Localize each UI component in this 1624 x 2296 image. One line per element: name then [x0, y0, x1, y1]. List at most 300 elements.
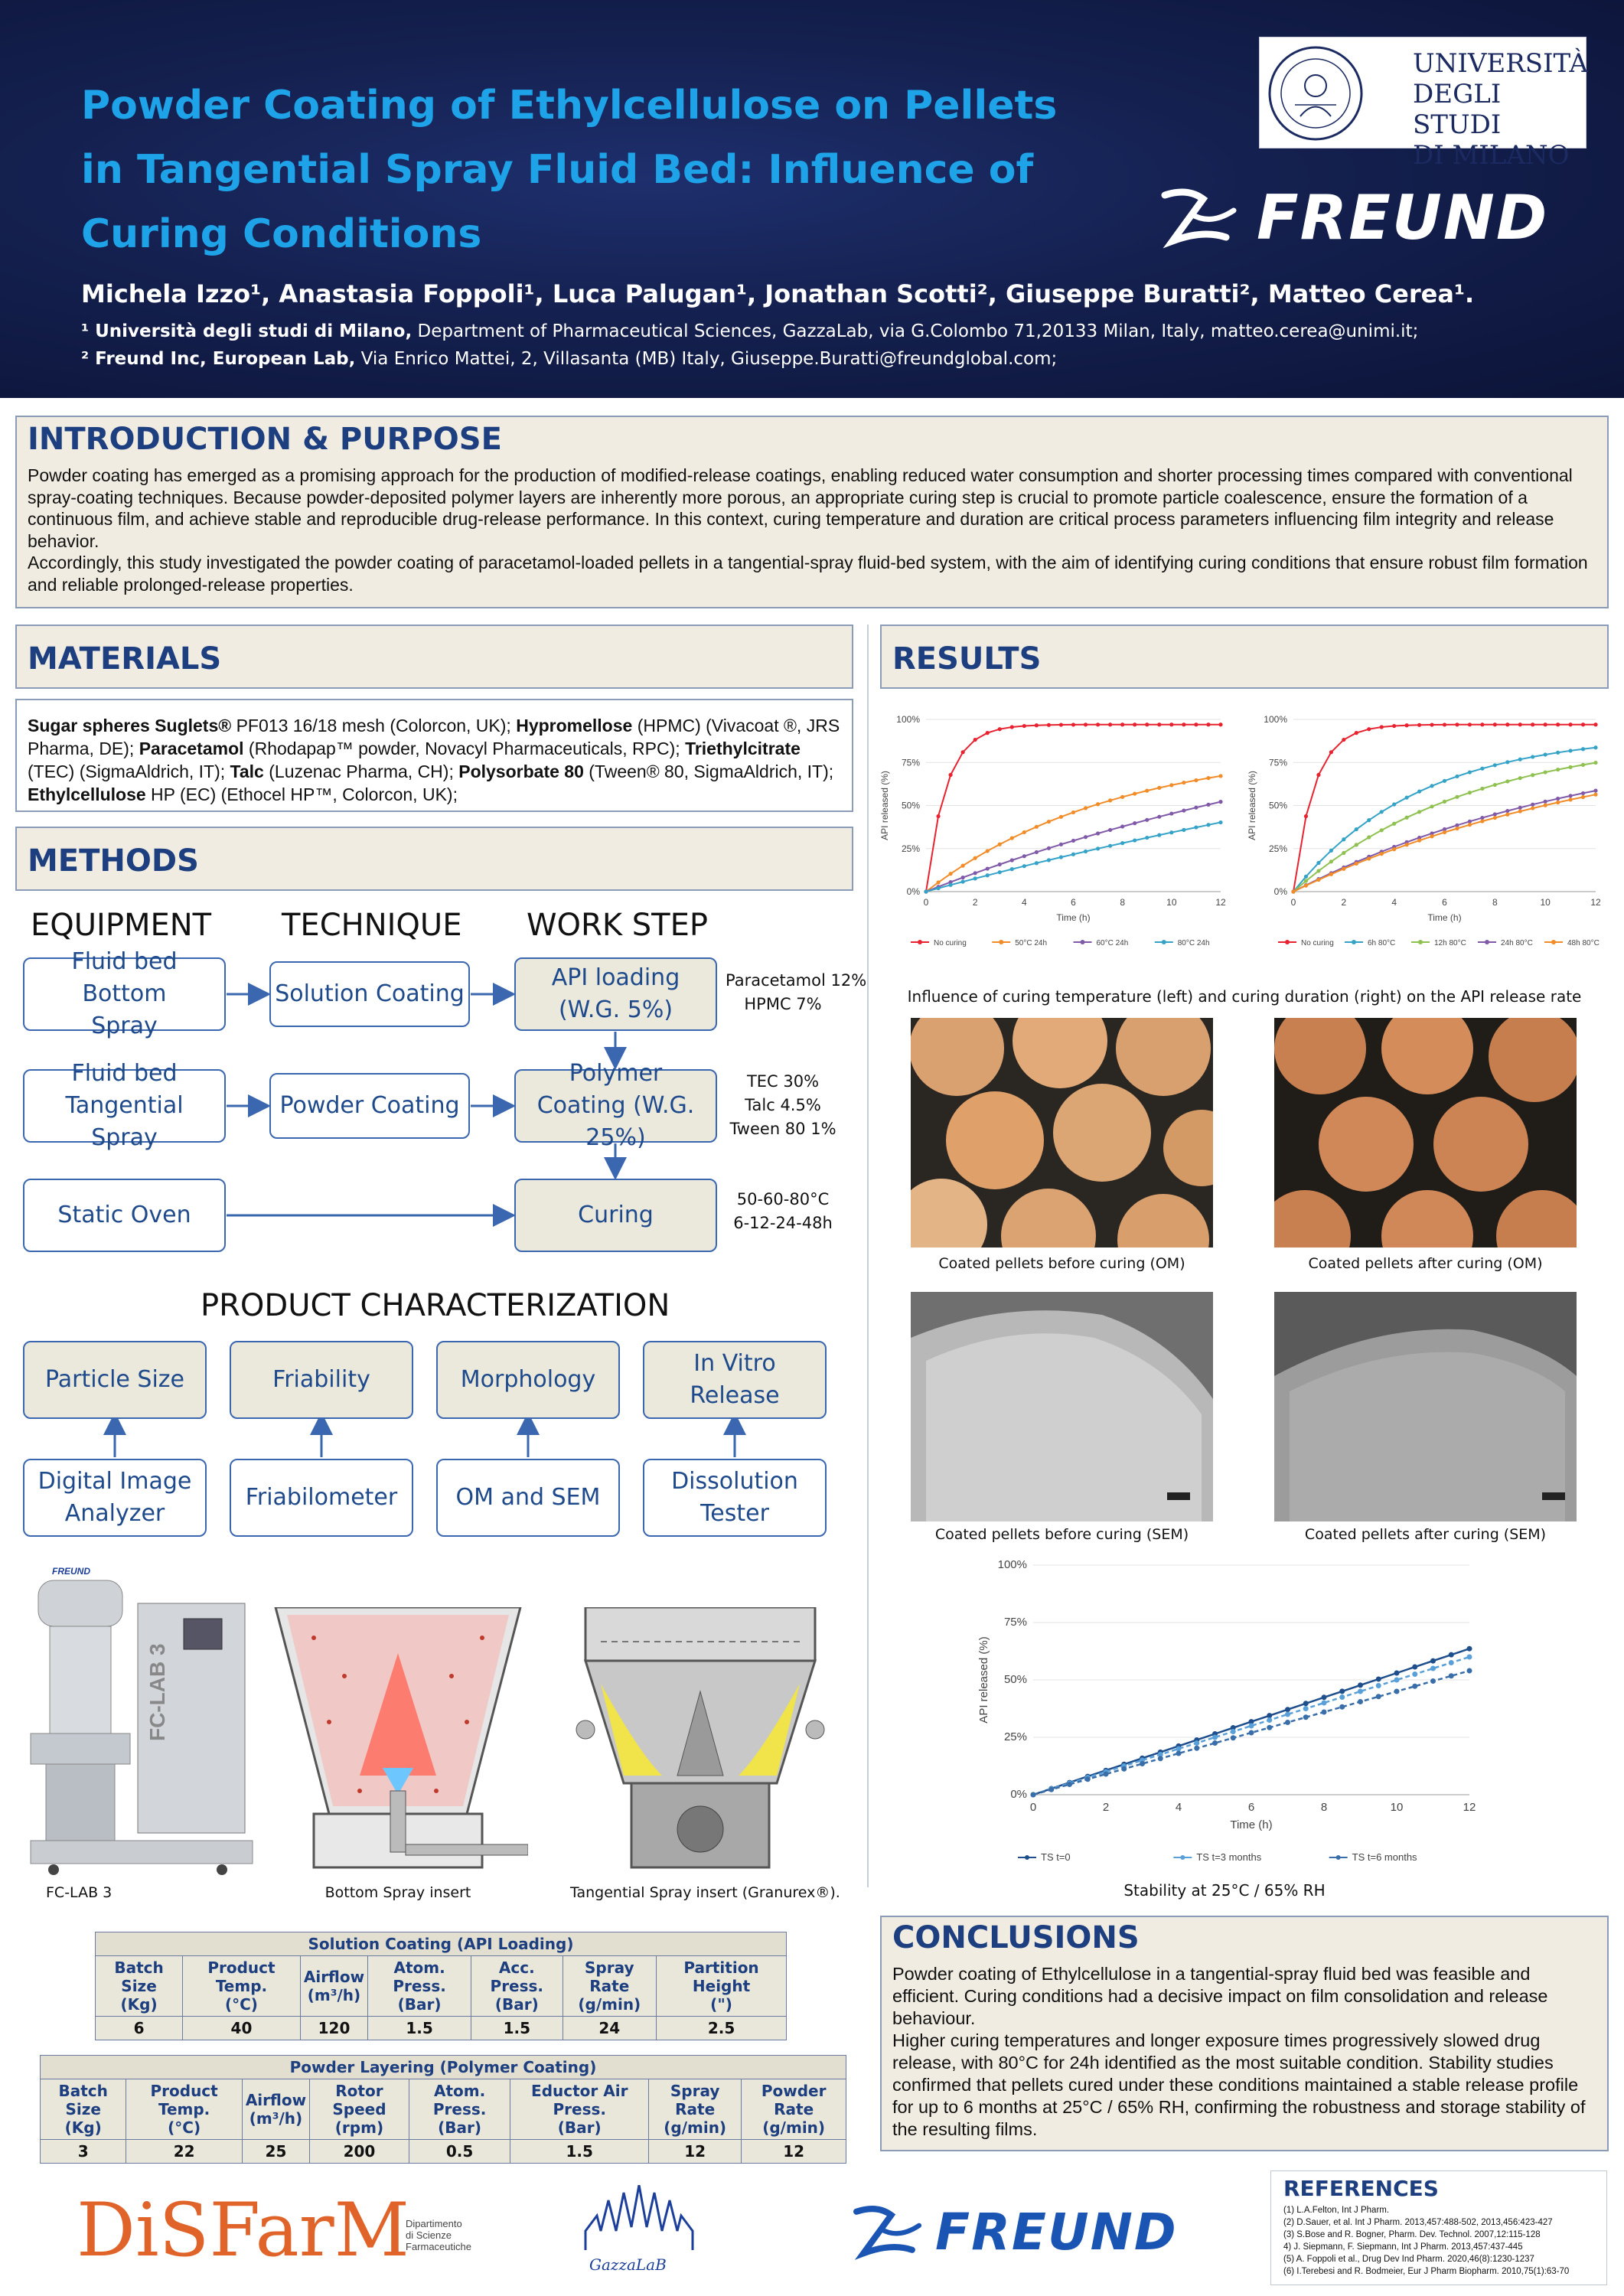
data-point	[1120, 795, 1124, 799]
conclusions-paragraph-1: Powder coating of Ethylcellulose in a tangential-spray fluid bed was feasible and efficient. Curing conditions had a decisive impact on film consolidation and release behaviour.	[892, 1964, 1548, 2028]
affiliation-1-name: ¹ Università degli studi di Milano,	[81, 321, 413, 341]
data-point	[1194, 778, 1198, 782]
data-point	[1449, 1652, 1454, 1658]
tangential-spray-insert-diagram	[570, 1607, 830, 1875]
data-point	[1047, 723, 1051, 727]
data-point	[1443, 830, 1446, 834]
affiliation-2-address: Via Enrico Mattei, 2, Villasanta (MB) Italy, Giuseppe.Buratti@freundglobal.com;	[355, 349, 1058, 369]
unimi-line-3: DI MILANO	[1413, 140, 1570, 171]
table-header-line: Eductor Air Press.	[531, 2082, 628, 2118]
table-header	[649, 2079, 742, 2140]
data-point	[1084, 806, 1088, 810]
data-point	[1329, 859, 1333, 863]
data-point	[973, 856, 977, 860]
release-chart-temperature	[872, 700, 1240, 980]
disfarm-sub-line: di Scienze	[406, 2229, 452, 2241]
table-header	[368, 1956, 471, 2017]
data-point	[1231, 1735, 1236, 1740]
x-tick-label: 2	[972, 897, 978, 908]
photo-caption: Coated pellets after curing (SEM)	[1304, 1526, 1547, 1543]
data-point	[1048, 1787, 1054, 1792]
unimi-line-2: DEGLI STUDI	[1413, 79, 1502, 140]
data-point	[1206, 803, 1210, 807]
table-header	[300, 1956, 367, 2017]
data-point	[1157, 786, 1161, 790]
data-point	[1518, 806, 1522, 810]
table-header	[183, 1956, 301, 2017]
legend-marker	[1336, 1855, 1341, 1860]
table-header-unit: (°C)	[224, 1995, 258, 2014]
disfarm-sub-line: Dipartimento	[406, 2218, 462, 2229]
y-axis-label: API released (%)	[977, 1636, 990, 1724]
x-tick-label: 0	[923, 897, 929, 908]
freund-mark-icon	[1157, 184, 1241, 253]
data-point	[1467, 1646, 1472, 1652]
table-header	[742, 2079, 846, 2140]
data-point	[1291, 889, 1295, 893]
data-point	[1084, 722, 1088, 726]
data-point	[1394, 1689, 1400, 1694]
data-point	[1218, 800, 1222, 804]
legend-label: TS t=6 months	[1352, 1851, 1417, 1863]
table-header-line: Product Temp.	[150, 2082, 218, 2118]
instrument-label: Dissolution Tester	[671, 1468, 798, 1527]
table-header-unit: (g/min)	[664, 2118, 727, 2137]
legend-label: 24h 80°C	[1501, 939, 1533, 947]
process-note-line: TEC 30%	[746, 1072, 820, 1091]
stability-chart	[960, 1542, 1489, 1879]
data-point	[961, 864, 965, 868]
table-header-unit: (Kg)	[120, 1995, 158, 2014]
x-tick-label: 12	[1590, 897, 1601, 908]
data-point	[1035, 850, 1039, 854]
y-tick-label: 0%	[1010, 1788, 1027, 1801]
data-point	[1212, 1740, 1218, 1746]
material-detail: PF013 16/18 mesh (Colorcon, UK);	[231, 716, 517, 735]
references-section	[1270, 2170, 1607, 2285]
workstep-label: Curing	[578, 1202, 654, 1228]
data-point	[1355, 731, 1358, 735]
data-point	[1443, 800, 1446, 804]
unimi-name	[1413, 48, 1588, 171]
data-point	[1339, 1704, 1345, 1710]
legend-label: TS t=0	[1041, 1851, 1071, 1863]
data-point	[1145, 722, 1149, 726]
y-axis-label: API released (%)	[879, 771, 890, 840]
reference-item: (2) D.Sauer, et al. Int J Pharm. 2013,457:488-502, 2013,456:423-427	[1283, 2218, 1553, 2227]
table-header-unit: (Bar)	[397, 1995, 442, 2014]
table-header-line: Batch Size	[114, 1958, 164, 1995]
reference-item: 4) J. Siepmann, F. Siepmann, Int J Pharm. 2013,457:437-445	[1283, 2242, 1523, 2252]
data-point	[1010, 858, 1014, 862]
table-cell: 6	[96, 2017, 183, 2040]
data-point	[1133, 791, 1136, 795]
table-header-line: Batch Size	[58, 2082, 108, 2118]
data-point	[1169, 783, 1173, 787]
affiliation-1	[81, 321, 1573, 341]
data-point	[961, 750, 965, 754]
data-point	[1059, 815, 1063, 819]
data-point	[1556, 801, 1560, 804]
table-cell: 120	[300, 2017, 367, 2040]
data-point	[1405, 723, 1409, 727]
x-tick-label: 6	[1442, 897, 1447, 908]
data-point	[1412, 1684, 1417, 1689]
fc-lab-3-label: FC-LAB 3	[145, 1643, 169, 1741]
x-axis-label: Time (h)	[1230, 1818, 1273, 1831]
legend-label: 12h 80°C	[1434, 939, 1466, 947]
affiliation-2	[81, 349, 1573, 369]
data-point	[1182, 808, 1185, 812]
gazzalab-logo	[582, 2185, 696, 2281]
table-cell: 2.5	[657, 2017, 787, 2040]
x-tick-label: 8	[1492, 897, 1498, 908]
product-characterization-title: PRODUCT CHARACTERIZATION	[201, 1288, 670, 1323]
flow-arrows	[0, 949, 765, 1270]
equipment-label: Static Oven	[57, 1202, 191, 1228]
legend-label: 48h 80°C	[1567, 939, 1600, 947]
data-point	[1367, 727, 1371, 731]
data-point	[1380, 810, 1384, 814]
y-tick-label: 50%	[1268, 800, 1287, 811]
data-point	[1392, 847, 1396, 851]
column-divider	[867, 625, 869, 1887]
data-point	[1059, 855, 1063, 859]
characterization-box	[643, 1341, 827, 1419]
data-point	[1157, 815, 1161, 819]
y-tick-label: 25%	[1268, 843, 1287, 854]
data-point	[1531, 722, 1534, 726]
data-point	[1342, 851, 1345, 855]
data-point	[1249, 1730, 1254, 1736]
data-point	[1120, 841, 1124, 845]
data-point	[1405, 796, 1409, 800]
title-line-2: in Tangential Spray Fluid Bed: Influence of	[81, 147, 1034, 193]
title-line-1: Powder Coating of Ethylcellulose on Pellets	[81, 83, 1058, 129]
data-point	[1358, 1682, 1363, 1688]
data-point	[1047, 820, 1051, 823]
data-point	[1085, 1776, 1091, 1782]
instrument-box	[643, 1459, 827, 1537]
characterization-box	[436, 1341, 620, 1419]
data-point	[1531, 773, 1534, 777]
data-point	[1493, 783, 1497, 787]
data-point	[1071, 853, 1075, 856]
material-detail: (TEC) (SigmaAldrich, IT);	[28, 762, 230, 781]
series-line	[926, 802, 1221, 892]
data-point	[1342, 837, 1345, 841]
data-point	[1380, 725, 1384, 729]
data-point	[1430, 784, 1433, 788]
intro-paragraph-2: Accordingly, this study investigated the powder coating of paracetamol-loaded pellets in a tangential-spray fluid-bed system, with the aim of identifying curing conditions that ensure robust film formation and reliable prolonged-release properties.	[28, 553, 1588, 595]
reference-item: (1) L.A.Felton, Int J Pharm.	[1283, 2206, 1390, 2215]
legend-marker	[1418, 940, 1423, 944]
data-point	[1367, 835, 1371, 839]
table-cell: 40	[183, 2017, 301, 2040]
data-point	[961, 876, 965, 879]
data-point	[1303, 1706, 1309, 1711]
data-point	[1071, 839, 1075, 843]
solution-coating-table	[95, 1932, 787, 2040]
data-point	[1194, 1746, 1199, 1751]
data-point	[1430, 1658, 1436, 1664]
y-tick-label: 100%	[997, 1558, 1027, 1571]
table-header	[310, 2079, 409, 2140]
table-header-line: Product Temp.	[207, 1958, 276, 1995]
fc-lab-3-machine-image	[15, 1550, 268, 1879]
data-point	[1417, 839, 1421, 843]
table-header-line: Spray Rate	[585, 1958, 634, 1995]
y-tick-label: 75%	[1268, 757, 1287, 768]
data-point	[1493, 763, 1497, 767]
intro-paragraph-1: Powder coating has emerged as a promising approach for the production of modified-release coatings, enabling reduced water consumption and shorter processing times compared with conventional spray-coating techniques. Because powder-deposited polymer layers are inherently more porous, an appropriate curing step is crucial to promote particle coalescence, ensure the formation of a continuous film, and achieve stable and reproducible drug-release performance. In this context, curing temperature and duration are critical process parameters influencing film integrity and release behavior.	[28, 465, 1573, 551]
table-header	[563, 1956, 657, 2017]
data-point	[1121, 1766, 1127, 1772]
data-point	[1316, 878, 1320, 882]
data-point	[1145, 818, 1149, 822]
conclusions-paragraph-2: Higher curing temperatures and longer exposure times progressively slowed drug release, with 80°C for 24h identified as the most suitable condition. Stability studies confirmed that pellets cured under these conditions maintained a stable release profile for up to 6 months at 25°C / 65% RH, confirming the robustness and storage stability of the resulting films.	[892, 2030, 1586, 2139]
photo-caption: Coated pellets before curing (SEM)	[934, 1526, 1189, 1543]
material-name: Polysorbate 80	[458, 762, 584, 781]
technique-label: Solution Coating	[275, 980, 465, 1007]
data-point	[1367, 818, 1371, 822]
x-tick-label: 6	[1071, 897, 1076, 908]
instrument-label: OM and SEM	[455, 1484, 601, 1511]
data-point	[1376, 1676, 1381, 1681]
x-tick-label: 10	[1540, 897, 1551, 908]
table-cell: 1.5	[471, 2017, 563, 2040]
data-point	[1544, 800, 1547, 804]
data-point	[1010, 725, 1014, 729]
characterization-box	[230, 1341, 413, 1419]
data-point	[936, 880, 940, 884]
data-point	[1581, 795, 1585, 799]
data-point	[1394, 1678, 1400, 1683]
data-point	[1059, 843, 1063, 846]
data-point	[1071, 810, 1075, 814]
data-point	[1376, 1694, 1381, 1699]
x-tick-label: 2	[1102, 1801, 1110, 1814]
data-point	[1405, 816, 1409, 820]
data-point	[948, 872, 952, 876]
y-tick-label: 50%	[1003, 1673, 1027, 1686]
conclusions-title: CONCLUSIONS	[892, 1920, 1140, 1955]
data-point	[1104, 1772, 1109, 1777]
material-detail: (Rhodapap™ powder, Novacyl Pharmaceuticals, RPC);	[243, 739, 686, 758]
x-axis-label: Time (h)	[1427, 912, 1462, 923]
table-header	[242, 2079, 309, 2140]
disfarm-word: DiSFarM	[77, 2187, 409, 2273]
data-point	[1010, 836, 1014, 840]
table-header-unit: (°C)	[168, 2118, 201, 2137]
materials-text	[28, 714, 846, 806]
data-point	[1412, 1671, 1417, 1677]
data-point	[1059, 722, 1063, 726]
data-point	[1505, 722, 1509, 726]
om-after-curing-photo	[1274, 1018, 1577, 1247]
data-point	[1468, 791, 1472, 794]
methods-title: METHODS	[28, 843, 199, 879]
data-point	[1394, 1671, 1400, 1676]
data-point	[1010, 867, 1014, 871]
data-point	[1480, 787, 1484, 791]
data-point	[1449, 1673, 1454, 1678]
legend-marker	[1162, 940, 1166, 944]
data-point	[1430, 804, 1433, 808]
material-name: Sugar spheres Suglets®	[28, 716, 232, 735]
data-point	[1518, 809, 1522, 813]
x-tick-label: 12	[1215, 897, 1226, 908]
data-point	[1120, 722, 1124, 726]
data-point	[1593, 761, 1597, 765]
data-point	[1581, 747, 1585, 751]
data-point	[1531, 755, 1534, 758]
data-point	[1108, 844, 1112, 848]
data-point	[1455, 722, 1459, 726]
figure-caption: Influence of curing temperature (left) and curing duration (right) on the API release rate	[907, 987, 1582, 1006]
data-point	[1304, 814, 1308, 818]
disfarm-logo	[77, 2187, 505, 2279]
data-point	[1518, 722, 1522, 726]
affiliation-1-address: Department of Pharmaceutical Sciences, GazzaLab, via G.Colombo 71,20133 Milan, Italy, matteo.cerea@unimi.it;	[412, 321, 1419, 341]
data-point	[1505, 813, 1509, 817]
data-point	[1493, 722, 1497, 726]
instrument-box	[436, 1459, 620, 1537]
data-point	[1022, 864, 1026, 868]
data-point	[1518, 758, 1522, 762]
data-point	[1022, 724, 1026, 728]
equipment-label: Fluid bed Tangential Spray	[65, 1060, 184, 1151]
data-point	[1468, 823, 1472, 827]
data-point	[1480, 816, 1484, 820]
data-point	[948, 773, 952, 777]
y-tick-label: 100%	[896, 714, 920, 725]
data-point	[936, 814, 940, 818]
data-point	[1380, 828, 1384, 832]
data-point	[1316, 861, 1320, 865]
material-name: Ethylcellulose	[28, 784, 146, 804]
data-point	[1468, 770, 1472, 774]
x-axis-label: Time (h)	[1056, 912, 1091, 923]
data-point	[1329, 872, 1333, 876]
data-point	[1267, 1725, 1272, 1730]
data-point	[1339, 1688, 1345, 1694]
data-point	[1544, 722, 1547, 726]
table-cell: 22	[126, 2140, 242, 2164]
table-header-line: Atom. Press.	[393, 1958, 446, 1995]
legend-marker	[918, 940, 922, 944]
data-point	[1322, 1701, 1327, 1706]
data-point	[1544, 804, 1547, 807]
legend-marker	[1180, 1855, 1185, 1860]
data-point	[1267, 1717, 1272, 1723]
material-detail: (Tween® 80, SigmaAldrich, IT);	[583, 762, 834, 781]
table-header-line: Spray Rate	[670, 2082, 720, 2118]
photo-caption: Coated pellets after curing (OM)	[1308, 1255, 1543, 1272]
data-point	[1304, 875, 1308, 879]
table-cell: 25	[242, 2140, 309, 2164]
data-point	[1231, 1729, 1236, 1734]
table-cell: 0.5	[409, 2140, 510, 2164]
data-point	[986, 866, 990, 870]
legend-label: No curing	[934, 939, 967, 947]
data-point	[1212, 1735, 1218, 1740]
data-point	[1417, 810, 1421, 814]
legend-label: 80°C 24h	[1177, 939, 1210, 947]
table-header-unit: (g/min)	[578, 1995, 641, 2014]
results-header	[880, 625, 1609, 689]
series-line	[926, 823, 1221, 892]
data-point	[986, 849, 990, 853]
authors: Michela Izzo¹, Anastasia Foppoli¹, Luca Palugan¹, Jonathan Scotti², Giuseppe Buratti², Matteo Cerea¹.	[81, 279, 1475, 308]
data-point	[1518, 776, 1522, 780]
data-point	[1194, 1740, 1199, 1746]
data-point	[1194, 825, 1198, 829]
data-point	[1096, 802, 1100, 806]
data-point	[1392, 802, 1396, 806]
data-point	[1158, 1756, 1163, 1761]
data-point	[1206, 823, 1210, 827]
data-point	[1480, 767, 1484, 771]
characterization-label: In Vitro Release	[690, 1350, 780, 1409]
freund-mark-icon	[850, 2198, 926, 2267]
poster-title	[81, 73, 1107, 266]
gazzalab-skyline-icon	[582, 2185, 696, 2254]
data-point	[1358, 1689, 1363, 1694]
data-point	[1556, 722, 1560, 726]
table-header-line: Rotor Speed	[332, 2082, 386, 2118]
equipment-caption: Bottom Spray insert	[324, 1884, 471, 1901]
data-point	[1182, 781, 1185, 784]
data-point	[1568, 794, 1572, 797]
unimi-seal-icon	[1266, 44, 1365, 143]
process-note-line: 6-12-24-48h	[733, 1214, 833, 1232]
legend-marker	[1352, 940, 1356, 944]
data-point	[973, 876, 977, 880]
data-point	[1120, 824, 1124, 828]
data-point	[1022, 854, 1026, 858]
unimi-logo	[1259, 37, 1588, 171]
table-header	[409, 2079, 510, 2140]
data-point	[1556, 751, 1560, 755]
data-point	[1443, 722, 1446, 726]
table-header-line: Partition Height	[683, 1958, 759, 1995]
x-tick-label: 6	[1247, 1801, 1255, 1814]
data-point	[1285, 1720, 1290, 1725]
data-point	[1593, 793, 1597, 797]
data-point	[1140, 1761, 1145, 1766]
table-header	[96, 1956, 183, 2017]
data-point	[1206, 776, 1210, 780]
data-point	[1329, 849, 1333, 853]
data-point	[1342, 738, 1345, 742]
gazzalab-word: GazzaLaB	[589, 2255, 667, 2274]
x-tick-label: 8	[1120, 897, 1126, 908]
data-point	[1412, 1665, 1417, 1670]
data-point	[1067, 1782, 1072, 1787]
table-header-line: Atom. Press.	[432, 2082, 487, 2118]
data-point	[1430, 1666, 1436, 1671]
characterization-label: Friability	[272, 1366, 370, 1393]
data-point	[1449, 1660, 1454, 1665]
y-tick-label: 25%	[1003, 1730, 1027, 1743]
table-header	[510, 2079, 649, 2140]
x-tick-label: 0	[1290, 897, 1296, 908]
data-point	[1568, 722, 1572, 726]
data-point	[1145, 836, 1149, 840]
instrument-box	[23, 1459, 207, 1537]
characterization-label: Particle Size	[45, 1366, 184, 1393]
